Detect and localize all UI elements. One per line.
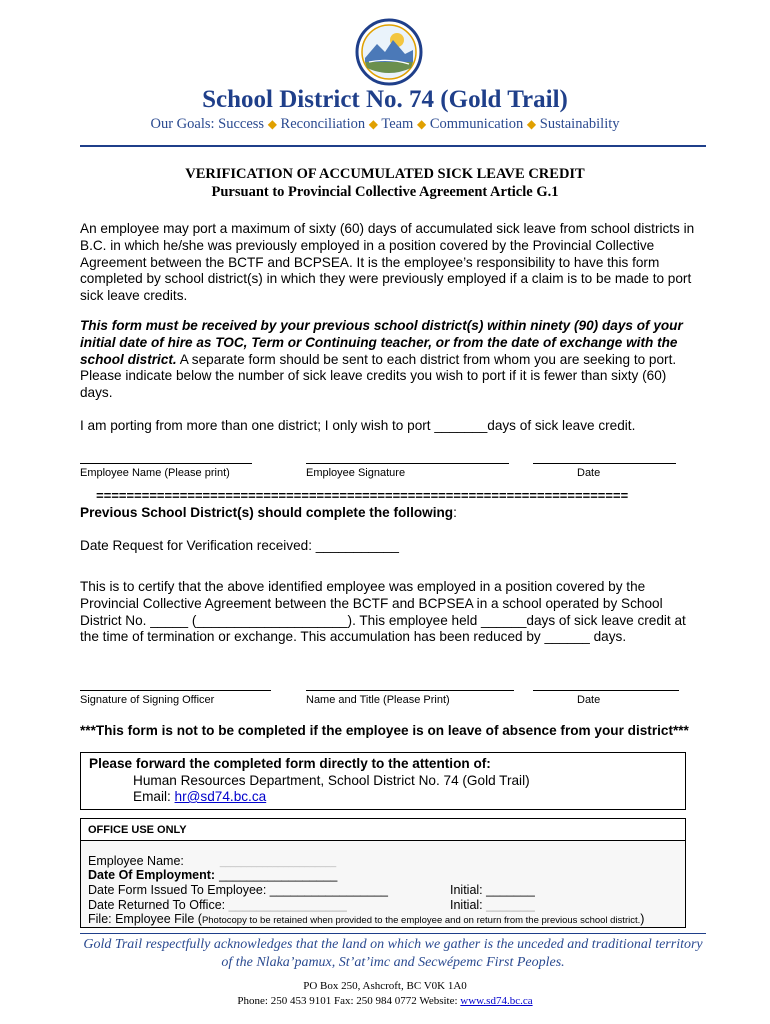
officer-signature-line[interactable] <box>80 690 271 691</box>
porting-statement: I am porting from more than one district; I only wish to port _______days of sick leave credit. <box>80 418 636 433</box>
date-request-field: Date Request for Verification received: ___________ <box>80 538 399 553</box>
office-date-employment-label: Date Of Employment: <box>88 868 216 882</box>
officer-name-title-label: Name and Title (Please Print) <box>306 694 450 706</box>
employee-signature-line[interactable] <box>306 463 509 464</box>
office-date-employment-fill: _________________ <box>219 868 338 882</box>
section-divider: ====================================================================== <box>96 489 629 504</box>
employee-name-label: Employee Name (Please print) <box>80 467 230 479</box>
officer-date-label: Date <box>577 694 601 706</box>
office-initial-2 <box>450 898 535 912</box>
notice-rest-text: A separate form should be sent to each district from whom you are seeking to port. Please indicate below the number of sick leave credits you wish to port if it is fewer than sixty (60) days. <box>80 351 677 401</box>
mountain-landscape-logo-icon <box>355 18 423 86</box>
office-date-returned-label: Date Returned To Office: <box>88 898 229 912</box>
forward-email-row <box>89 789 677 806</box>
employee-date-label: Date <box>577 467 601 479</box>
previous-heading-colon: : <box>453 505 457 520</box>
footer-divider <box>80 933 706 934</box>
office-file-label: File: Employee File ( <box>88 912 202 926</box>
officer-signature-label: Signature of Signing Officer <box>80 694 215 706</box>
forward-heading: Please forward the completed form directly to the attention of: <box>89 756 491 771</box>
forward-instructions-box <box>80 752 686 810</box>
notice-bold-text: This form must be received by your previous school district(s) within ninety (90) days of your initial date of hire as TOC, Term or Continuing teacher, or from the date of exchange with the school district. <box>80 318 683 367</box>
goal-item: Sustainability <box>539 116 620 132</box>
certification-paragraph: This is to certify that the above identified employee was employed in a position covered by the Provincial Collective Agreement between the BCTF and BCPSEA in a school operated by School District No. _____ (____________________). This employee held ______days of sick leave credit at the time of termination or exchange. This accumulation has been reduced by ______ days. <box>80 579 686 645</box>
diamond-icon: ◆ <box>267 117 277 131</box>
mailing-address: PO Box 250, Ashcroft, BC V0K 1A0 <box>303 980 467 992</box>
office-date-employment-row <box>88 868 337 882</box>
office-initial-2-fill: _______ <box>486 898 535 912</box>
diamond-icon: ◆ <box>416 117 427 131</box>
previous-district-heading <box>80 505 457 520</box>
website-link[interactable]: www.sd74.bc.ca <box>460 995 533 1007</box>
contact-prefix: Phone: 250 453 9101 Fax: 250 984 0772 Website: <box>237 995 461 1007</box>
office-file-row <box>88 912 644 926</box>
employee-date-line[interactable] <box>533 463 676 464</box>
goals-prefix: Our Goals: Success <box>150 116 265 132</box>
office-employee-name-label: Employee Name: <box>88 854 184 868</box>
goal-item: Communication <box>429 116 524 132</box>
office-use-box <box>80 818 686 928</box>
office-initial-2-label: Initial: <box>450 898 487 912</box>
forward-department: Human Resources Department, School District No. 74 (Gold Trail) <box>133 772 530 788</box>
office-employee-name-row <box>88 854 336 868</box>
officer-name-title-line[interactable] <box>306 690 514 691</box>
contact-info <box>0 995 770 1007</box>
office-date-returned-fill: _________________ <box>228 898 347 912</box>
intro-paragraph: An employee may port a maximum of sixty (60) days of accumulated sick leave from school districts in B.C. in which he/she was previously employed in a position covered by the Provincial Collective Agreement between the BCTF and BCPSEA. It is the employee’s responsibility to have this form completed by school district(s) in which they were previously employed if a claim is to be made to port sick leave credits. <box>80 221 695 304</box>
office-date-returned-row <box>88 898 347 912</box>
office-file-note: Photocopy to be retained when provided to the employee and on return from the previous school district. <box>201 915 641 926</box>
diamond-icon: ◆ <box>526 117 537 131</box>
office-initial-1: Initial: _______ <box>450 883 535 897</box>
employee-signature-label: Employee Signature <box>306 467 406 479</box>
district-title: School District No. 74 (Gold Trail) <box>202 86 568 113</box>
goal-item: Team <box>381 116 414 132</box>
employee-name-line[interactable] <box>80 463 252 464</box>
diamond-icon: ◆ <box>368 117 378 131</box>
office-use-header: OFFICE USE ONLY <box>81 819 685 841</box>
land-acknowledgement: Gold Trail respectfully acknowledges that the land on which we gather is the unceded and traditional territory of the Nlaka’pamux, St’at’imc and Secwépemc First Peoples. <box>83 937 703 970</box>
forward-email-label: Email: <box>133 789 175 804</box>
form-title: VERIFICATION OF ACCUMULATED SICK LEAVE CREDIT <box>185 166 585 182</box>
office-date-issued-row: Date Form Issued To Employee: _________________ <box>88 883 388 897</box>
office-file-close: ) <box>640 912 645 926</box>
header-divider <box>80 145 706 147</box>
office-employee-name-fill: ______________________ <box>219 857 337 868</box>
goal-item: Reconciliation <box>280 116 366 132</box>
officer-date-line[interactable] <box>533 690 679 691</box>
form-subtitle: Pursuant to Provincial Collective Agreement Article G.1 <box>211 184 559 200</box>
leave-of-absence-warning: ***This form is not to be completed if the employee is on leave of absence from your district*** <box>80 723 689 738</box>
hr-email-link[interactable]: hr@sd74.bc.ca <box>174 789 267 804</box>
previous-heading-text: Previous School District(s) should complete the following <box>80 505 454 520</box>
district-goals <box>0 116 770 133</box>
notice-paragraph <box>80 318 700 402</box>
